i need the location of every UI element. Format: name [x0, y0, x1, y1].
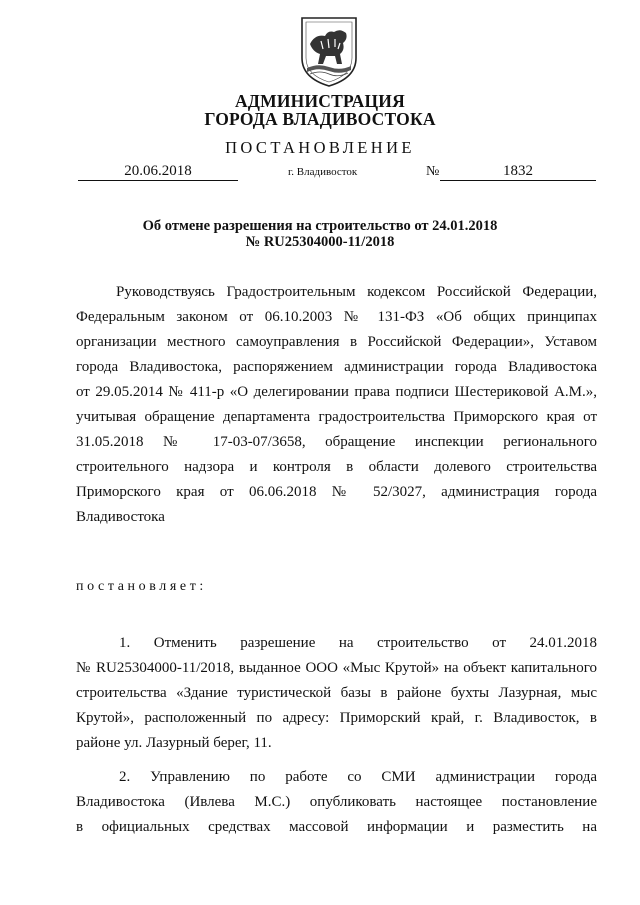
item-line: строительства «Здание туристической базы в районе бухты Лазурная, мыс [76, 685, 597, 701]
document-type: ПОСТАНОВЛЕНИЕ [225, 138, 415, 157]
item-line: Крутой», расположенный по адресу: Приморский край, г. Владивосток, в [76, 710, 597, 726]
org-name-line2: ГОРОДА ВЛАДИВОСТОКА [204, 109, 436, 129]
item-line: 1. Отменить разрешение на строительство от 24.01.2018 [119, 635, 597, 651]
city-emblem [298, 14, 360, 88]
org-name-line1: АДМИНИСТРАЦИЯ [235, 91, 405, 111]
item-line: районе ул. Лазурный берег, 11. [76, 735, 272, 751]
number-sign: № [426, 164, 440, 179]
preamble-line: города Владивостока, распоряжением администрации города Владивостока [76, 359, 597, 375]
document-number: 1832 [440, 162, 596, 181]
preamble-line: Приморского края от 06.06.2018 № 52/3027, администрация города [76, 484, 597, 500]
preamble-line: Федеральным законом от 06.10.2003 № 131-ФЗ «Об общих принципах [76, 309, 597, 325]
item-line: № RU25304000-11/2018, выданное ООО «Мыс Крутой» на объект капитального [76, 660, 597, 676]
document-title-line1: Об отмене разрешения на строительство от 24.01.2018 [142, 218, 498, 234]
item-line: 2. Управлению по работе со СМИ администрации города [119, 769, 597, 785]
document-title-line2: № RU25304000-11/2018 [245, 234, 395, 250]
preamble-line: строительного надзора и контроля в области долевого строительства [76, 459, 597, 475]
document-city: г. Владивосток [288, 166, 358, 178]
preamble-line: от 29.05.2014 № 411-р «О делегировании права подписи Шестериковой А.М.», [76, 384, 597, 400]
document-date: 20.06.2018 [78, 162, 238, 181]
item-line: в официальных средствах массовой информации и разместить на [76, 819, 597, 835]
decree-word: постановляет: [76, 579, 207, 594]
preamble-line: Руководствуясь Градостроительным кодексом Российской Федерации, [116, 284, 597, 300]
preamble-line: 31.05.2018 № 17-03-07/3658, обращение инспекции регионального [76, 434, 597, 450]
preamble-line: организации местного самоуправления в Российской Федерации», Уставом [76, 334, 597, 350]
item-line: Владивостока (Ивлева М.С.) опубликовать настоящее постановление [76, 794, 597, 810]
preamble-line: учитывая обращение департамента градостроительства Приморского края от [76, 409, 597, 425]
preamble-line: Владивостока [76, 509, 165, 525]
